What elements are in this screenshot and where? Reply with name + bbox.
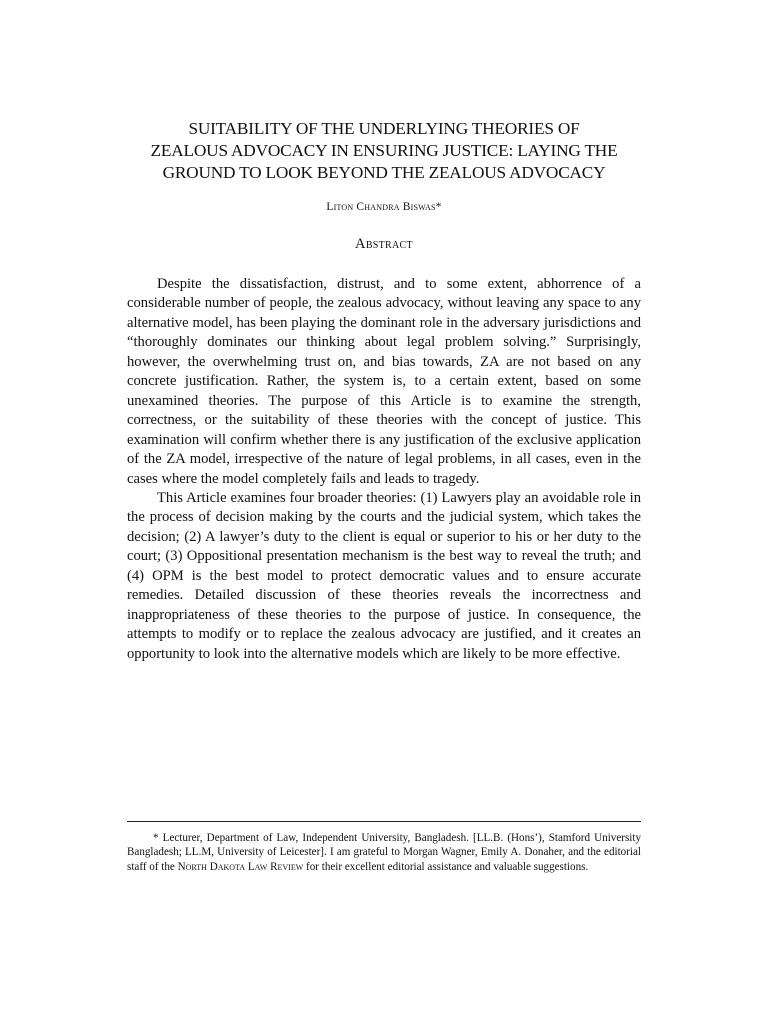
author-name: Liton Chandra Biswas*	[326, 201, 442, 213]
footnote-text	[127, 831, 641, 874]
abstract-paragraph: This Article examines four broader theories: (1) Lawyers play an avoidable role in the process of decision making by the courts and the judicial system, which takes the decision; (2) A lawyer’s duty to the client is equal or superior to his or her duty to the court; (3) Oppositional presentation mechanism is the best way to reveal the truth; and (4) OPM is the best model to protect democratic values and to ensure accurate remedies. Detailed discussion of these theories reveals the incorrectness and inappropriateness of these theories to the purpose of justice. In consequence, the attempts to modify or to replace the zealous advocacy are justified, and it creates an opportunity to look into the alternative models which are likely to be more effective.	[127, 489, 641, 662]
title-line: SUITABILITY OF THE UNDERLYING THEORIES OF	[188, 119, 580, 138]
journal-name: North Dakota Law Review	[177, 860, 304, 873]
title-line: GROUND TO LOOK BEYOND THE ZEALOUS ADVOCACY	[162, 163, 606, 182]
footnote-divider	[127, 821, 641, 822]
footnote	[127, 831, 641, 874]
abstract-body	[127, 275, 641, 664]
title-line: ZEALOUS ADVOCACY IN ENSURING JUSTICE: LAYING THE	[150, 141, 618, 160]
footnote-text-start: * Lecturer, Department of Law, Independent University, Bangladesh. [LL.B. (Hons’), Stamford University Bangladesh; LL.M, University of Leicester]. I am grateful to Morgan Wagner, Emily A. Donaher, and the editorial staff of the	[127, 832, 641, 873]
footnote-text-end: for their excellent editorial assistance and valuable suggestions.	[303, 860, 589, 873]
abstract-paragraph: Despite the dissatisfaction, distrust, and to some extent, abhorrence of a considerable number of people, the zealous advocacy, without leaving any space to any alternative model, has been playing the dominant role in the adversary jurisdictions and “thoroughly dominates our thinking about legal problem solving.” Surprisingly, however, the overwhelming trust on, and bias towards, ZA are not based on any concrete justification. Rather, the system is, to a certain extent, based on some unexamined theories. The purpose of this Article is to examine the strength, correctness, or the suitability of these theories with the concept of justice. This examination will confirm whether there is any justification of the exclusive application of the ZA model, irrespective of the nature of legal problems, in all cases, even in the cases where the model completely fails and leads to tragedy.	[127, 276, 641, 487]
article-title	[110, 118, 658, 184]
abstract-heading: Abstract	[355, 236, 413, 252]
